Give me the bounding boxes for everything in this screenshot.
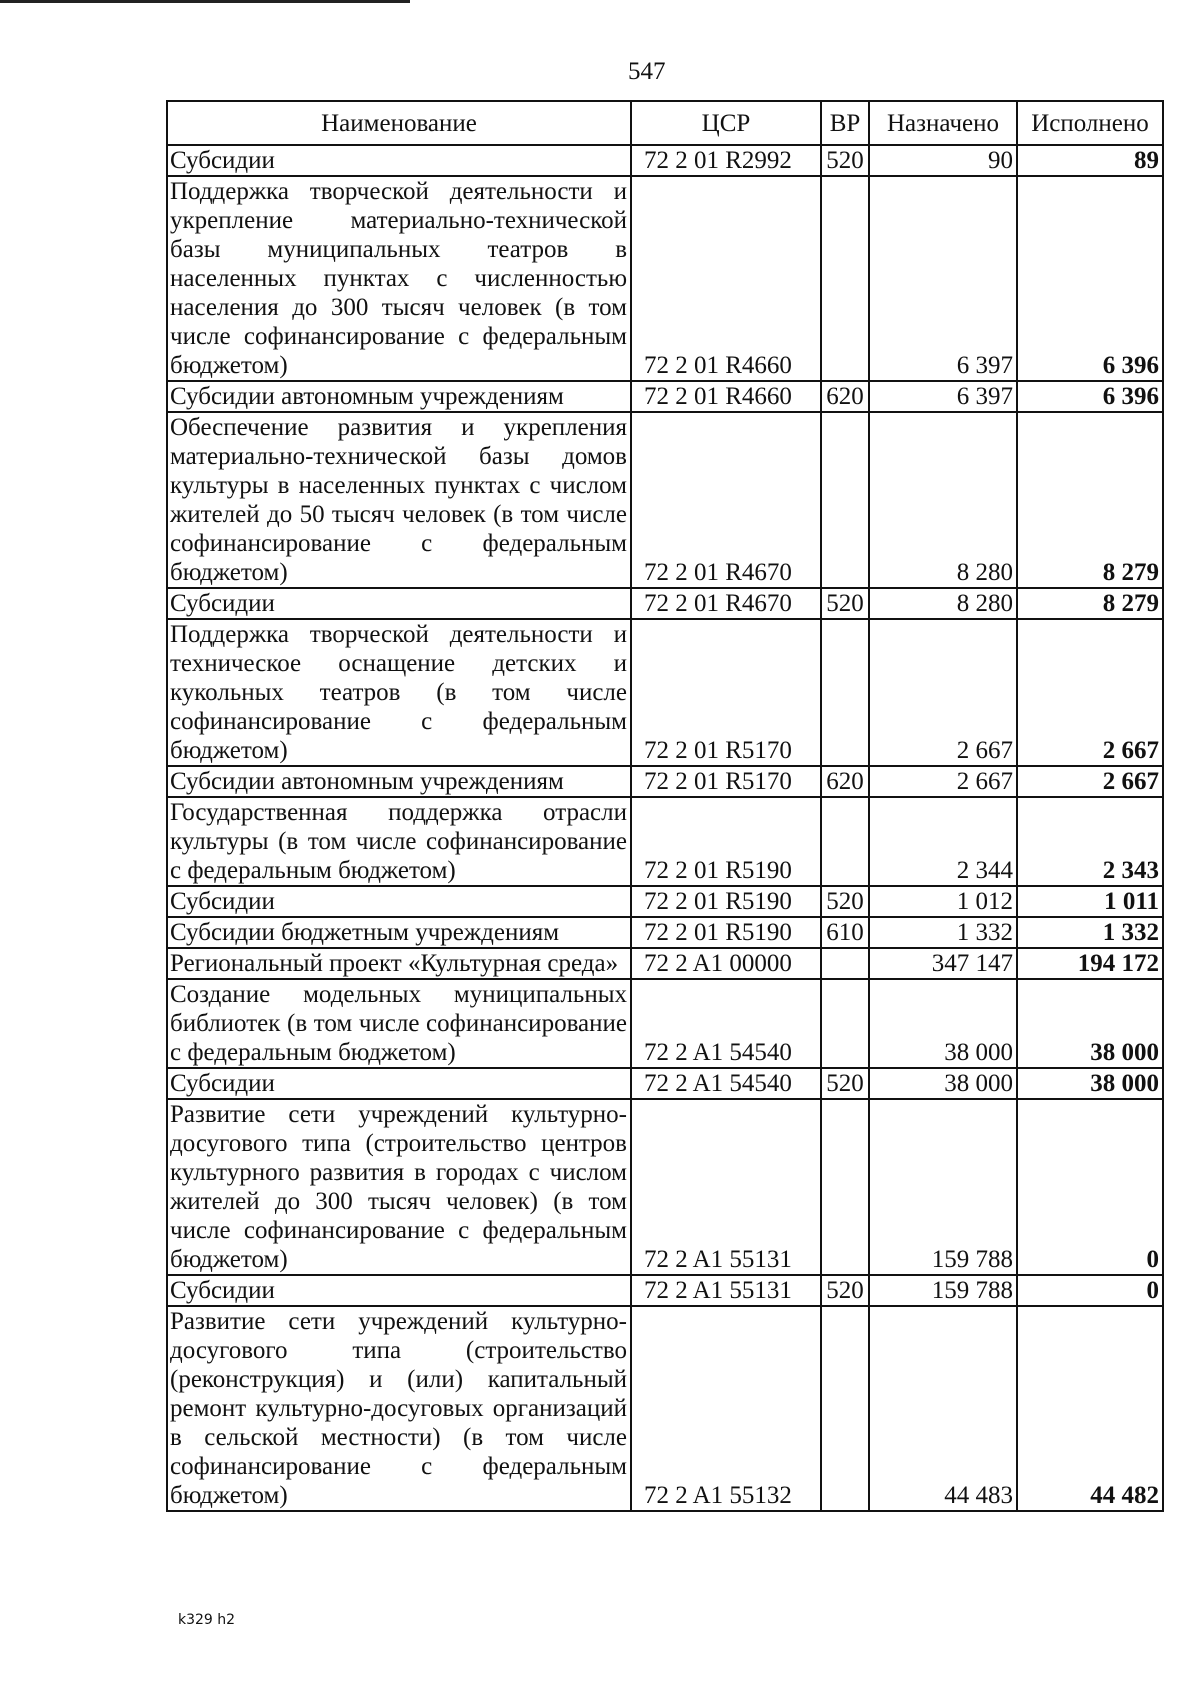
cell-executed: 6 396 [1017, 381, 1163, 412]
cell-vr: 620 [821, 766, 869, 797]
cell-executed: 2 343 [1017, 797, 1163, 886]
budget-table [166, 100, 1164, 1512]
cell-executed: 38 000 [1017, 979, 1163, 1068]
cell-planned: 2 344 [869, 797, 1017, 886]
cell-executed: 44 482 [1017, 1306, 1163, 1511]
cell-name: Развитие сети учреждений культурно-досугового типа (строительство (реконструкция) и (или) капитальный ремонт культурно-досуговых организаций в сельской местности) (в том числе софинансирование с федеральным бюджетом) [167, 1306, 631, 1511]
cell-csr: 72 2 01 R4660 [631, 381, 821, 412]
cell-vr: 610 [821, 917, 869, 948]
cell-name: Поддержка творческой деятельности и техническое оснащение детских и кукольных театров (в том числе софинансирование с федеральным бюджетом) [167, 619, 631, 766]
cell-csr: 72 2 A1 54540 [631, 1068, 821, 1099]
table-row [167, 412, 1163, 588]
cell-planned: 1 012 [869, 886, 1017, 917]
header-vr: ВР [821, 101, 869, 145]
cell-executed: 2 667 [1017, 619, 1163, 766]
cell-planned: 2 667 [869, 619, 1017, 766]
table-row [167, 1275, 1163, 1306]
cell-vr [821, 797, 869, 886]
cell-vr [821, 979, 869, 1068]
table-row [167, 1306, 1163, 1511]
cell-executed: 0 [1017, 1275, 1163, 1306]
table-row [167, 948, 1163, 979]
footer-code: k329 h2 [178, 1612, 236, 1628]
header-planned: Назначено [869, 101, 1017, 145]
table-row [167, 1068, 1163, 1099]
cell-name: Развитие сети учреждений культурно-досугового типа (строительство центров культурного развития в городах с числом жителей до 300 тысяч человек) (в том числе софинансирование с федеральным бюджетом) [167, 1099, 631, 1275]
cell-planned: 159 788 [869, 1275, 1017, 1306]
cell-vr: 520 [821, 1275, 869, 1306]
table-row [167, 979, 1163, 1068]
cell-name: Субсидии [167, 588, 631, 619]
cell-name: Субсидии [167, 1068, 631, 1099]
cell-csr: 72 2 A1 00000 [631, 948, 821, 979]
table-body [167, 145, 1163, 1511]
cell-name: Региональный проект «Культурная среда» [167, 948, 631, 979]
cell-planned: 347 147 [869, 948, 1017, 979]
table-header-row [167, 101, 1163, 145]
cell-vr: 520 [821, 145, 869, 176]
cell-planned: 44 483 [869, 1306, 1017, 1511]
cell-name: Государственная поддержка отрасли культуры (в том числе софинансирование с федеральным бюджетом) [167, 797, 631, 886]
cell-executed: 2 667 [1017, 766, 1163, 797]
cell-planned: 6 397 [869, 381, 1017, 412]
cell-vr [821, 176, 869, 381]
cell-csr: 72 2 01 R5190 [631, 917, 821, 948]
cell-executed: 38 000 [1017, 1068, 1163, 1099]
cell-planned: 8 280 [869, 412, 1017, 588]
cell-executed: 1 011 [1017, 886, 1163, 917]
cell-executed: 8 279 [1017, 588, 1163, 619]
table-row [167, 381, 1163, 412]
cell-executed: 194 172 [1017, 948, 1163, 979]
cell-planned: 90 [869, 145, 1017, 176]
table-row [167, 766, 1163, 797]
cell-csr: 72 2 01 R4660 [631, 176, 821, 381]
cell-vr [821, 619, 869, 766]
cell-planned: 38 000 [869, 979, 1017, 1068]
table-row [167, 886, 1163, 917]
cell-vr: 520 [821, 1068, 869, 1099]
header-executed: Исполнено [1017, 101, 1163, 145]
cell-vr [821, 412, 869, 588]
cell-planned: 38 000 [869, 1068, 1017, 1099]
cell-vr [821, 948, 869, 979]
cell-name: Субсидии автономным учреждениям [167, 766, 631, 797]
cell-name: Субсидии [167, 1275, 631, 1306]
cell-name: Субсидии [167, 145, 631, 176]
cell-executed: 1 332 [1017, 917, 1163, 948]
table-row [167, 145, 1163, 176]
cell-csr: 72 2 01 R4670 [631, 588, 821, 619]
cell-executed: 8 279 [1017, 412, 1163, 588]
cell-name: Создание модельных муниципальных библиотек (в том числе софинансирование с федеральным бюджетом) [167, 979, 631, 1068]
cell-csr: 72 2 01 R4670 [631, 412, 821, 588]
cell-csr: 72 2 A1 55131 [631, 1099, 821, 1275]
cell-name: Субсидии автономным учреждениям [167, 381, 631, 412]
cell-vr: 620 [821, 381, 869, 412]
table-row [167, 588, 1163, 619]
cell-csr: 72 2 A1 55132 [631, 1306, 821, 1511]
cell-planned: 1 332 [869, 917, 1017, 948]
table-row [167, 1099, 1163, 1275]
cell-planned: 2 667 [869, 766, 1017, 797]
cell-name: Субсидии бюджетным учреждениям [167, 917, 631, 948]
table-row [167, 797, 1163, 886]
cell-vr: 520 [821, 588, 869, 619]
table-row [167, 176, 1163, 381]
header-name: Наименование [167, 101, 631, 145]
cell-vr [821, 1306, 869, 1511]
cell-planned: 8 280 [869, 588, 1017, 619]
top-rule [0, 0, 410, 3]
cell-executed: 89 [1017, 145, 1163, 176]
cell-name: Поддержка творческой деятельности и укрепление материально-технической базы муниципальных театров в населенных пунктах с численностью населения до 300 тысяч человек (в том числе софинансирование с федеральным бюджетом) [167, 176, 631, 381]
cell-executed: 0 [1017, 1099, 1163, 1275]
cell-csr: 72 2 01 R5170 [631, 619, 821, 766]
cell-vr: 520 [821, 886, 869, 917]
cell-csr: 72 2 A1 54540 [631, 979, 821, 1068]
table-row [167, 619, 1163, 766]
cell-vr [821, 1099, 869, 1275]
cell-csr: 72 2 01 R5170 [631, 766, 821, 797]
table-row [167, 917, 1163, 948]
cell-csr: 72 2 A1 55131 [631, 1275, 821, 1306]
page-number: 547 [628, 58, 666, 85]
cell-csr: 72 2 01 R5190 [631, 797, 821, 886]
cell-executed: 6 396 [1017, 176, 1163, 381]
cell-csr: 72 2 01 R2992 [631, 145, 821, 176]
cell-planned: 159 788 [869, 1099, 1017, 1275]
cell-csr: 72 2 01 R5190 [631, 886, 821, 917]
cell-name: Субсидии [167, 886, 631, 917]
cell-name: Обеспечение развития и укрепления материально-технической базы домов культуры в населенных пунктах с числом жителей до 50 тысяч человек (в том числе софинансирование с федеральным бюджетом) [167, 412, 631, 588]
header-csr: ЦСР [631, 101, 821, 145]
cell-planned: 6 397 [869, 176, 1017, 381]
